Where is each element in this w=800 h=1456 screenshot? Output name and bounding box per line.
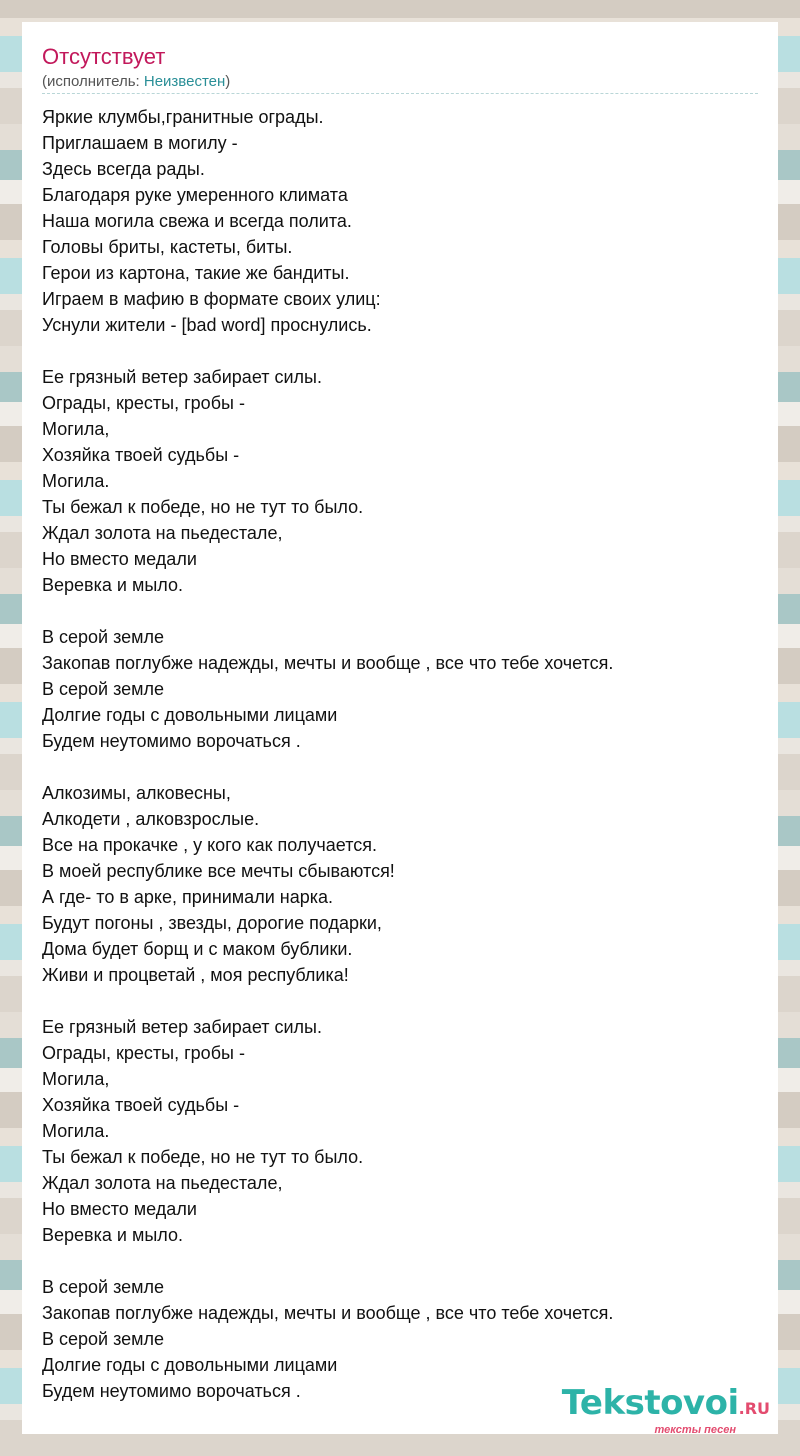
- lyrics-text: [42, 104, 758, 1430]
- lyrics-line: Благодаря руке умеренного климата: [42, 185, 348, 205]
- lyrics-line: Яркие клумбы,гранитные ограды.: [42, 107, 324, 127]
- lyrics-line: В серой земле: [42, 627, 165, 647]
- song-title: Отсутствует: [42, 44, 166, 69]
- lyrics-stanza: [42, 624, 758, 754]
- lyrics-line: Ограды, кресты, гробы -: [42, 393, 245, 413]
- lyrics-line: Живи и процветай , моя республика!: [42, 965, 349, 985]
- artist-link[interactable]: Неизвестен: [143, 73, 226, 90]
- lyrics-line: В серой земле: [42, 1277, 165, 1297]
- lyrics-line: Алкодети , алковзрослые.: [42, 809, 260, 829]
- lyrics-line: Ее грязный ветер забирает силы.: [42, 1017, 322, 1037]
- logo-tld: .RU: [738, 1399, 770, 1418]
- lyrics-line: Ты бежал к победе, но не тут то было.: [42, 497, 364, 517]
- lyrics-line: Хозяйка твоей судьбы -: [42, 1095, 240, 1115]
- lyrics-stanza: [42, 1014, 758, 1248]
- lyrics-line: Ждал золота на пьедестале,: [42, 1173, 283, 1193]
- lyrics-line: Здесь всегда рады.: [42, 159, 205, 179]
- artist-suffix: ): [225, 73, 231, 90]
- lyrics-line: Ждал золота на пьедестале,: [42, 523, 283, 543]
- lyrics-line: Могила,: [42, 419, 110, 439]
- lyrics-line: Наша могила свежа и всегда полита.: [42, 211, 352, 231]
- lyrics-stanza: [42, 364, 758, 598]
- lyrics-stanza: [42, 780, 758, 988]
- lyrics-line: Могила.: [42, 1121, 110, 1141]
- lyrics-line: Приглашаем в могилу -: [42, 133, 238, 153]
- lyrics-line: Долгие годы с довольными лицами: [42, 1355, 338, 1375]
- logo-name: Tekstovoi: [561, 1383, 739, 1423]
- artist-prefix: (исполнитель:: [42, 73, 144, 90]
- lyrics-line: Закопав поглубже надежды, мечты и вообще , все что тебе хочется.: [42, 1303, 614, 1323]
- lyrics-line: Закопав поглубже надежды, мечты и вообще , все что тебе хочется.: [42, 653, 614, 673]
- lyrics-line: Могила,: [42, 1069, 110, 1089]
- lyrics-line: Будем неутомимо ворочаться .: [42, 731, 301, 751]
- lyrics-line: Дома будет борщ и с маком бублики.: [42, 939, 353, 959]
- lyrics-stanza: [42, 104, 758, 338]
- lyrics-line: Алкозимы, алковесны,: [42, 783, 231, 803]
- lyrics-line: Ограды, кресты, гробы -: [42, 1043, 245, 1063]
- lyrics-card: [22, 22, 778, 1434]
- site-logo[interactable]: [561, 1383, 770, 1436]
- artist-line: [42, 72, 758, 94]
- logo-tagline: тексты песен: [654, 1424, 736, 1436]
- lyrics-line: В серой земле: [42, 679, 165, 699]
- lyrics-line: В серой земле: [42, 1329, 165, 1349]
- lyrics-line: Веревка и мыло.: [42, 1225, 183, 1245]
- lyrics-line: А где- то в арке, принимали нарка.: [42, 887, 333, 907]
- lyrics-line: Ее грязный ветер забирает силы.: [42, 367, 322, 387]
- lyrics-line: Веревка и мыло.: [42, 575, 183, 595]
- lyrics-line: Будут погоны , звезды, дорогие подарки,: [42, 913, 382, 933]
- lyrics-line: Будем неутомимо ворочаться .: [42, 1381, 301, 1401]
- lyrics-line: Ты бежал к победе, но не тут то было.: [42, 1147, 364, 1167]
- lyrics-line: Играем в мафию в формате своих улиц:: [42, 289, 381, 309]
- lyrics-line: Все на прокачке , у кого как получается.: [42, 835, 377, 855]
- lyrics-line: Но вместо медали: [42, 549, 197, 569]
- lyrics-line: В моей республике все мечты сбываются!: [42, 861, 395, 881]
- lyrics-line: Хозяйка твоей судьбы -: [42, 445, 240, 465]
- lyrics-line: Головы бриты, кастеты, биты.: [42, 237, 293, 257]
- lyrics-line: Могила.: [42, 471, 110, 491]
- lyrics-line: Долгие годы с довольными лицами: [42, 705, 338, 725]
- lyrics-line: Уснули жители - [bad word] проснулись.: [42, 315, 372, 335]
- lyrics-line: Герои из картона, такие же бандиты.: [42, 263, 350, 283]
- lyrics-line: Но вместо медали: [42, 1199, 197, 1219]
